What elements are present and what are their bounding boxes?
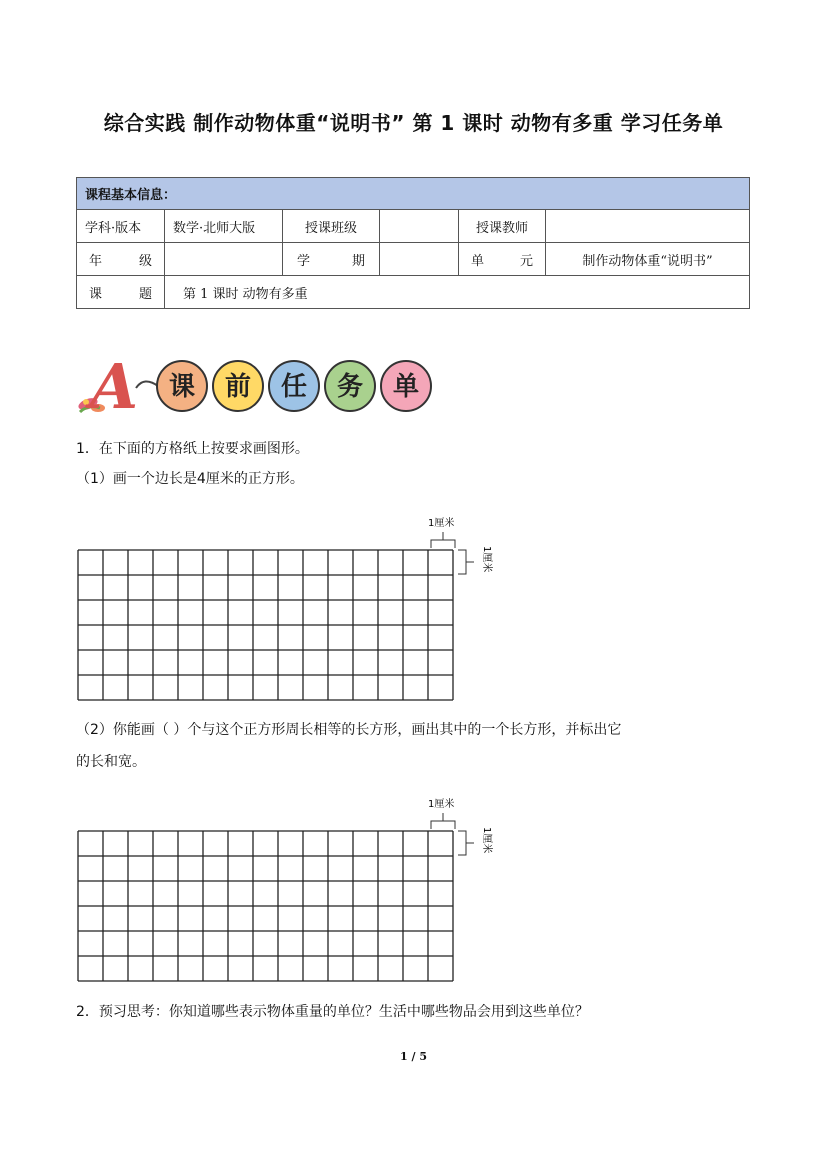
grade-label xyxy=(77,243,165,276)
grade-value[interactable] xyxy=(165,243,283,276)
subject-value: 数学·北师大版 xyxy=(165,210,283,243)
info-table-header: 课程基本信息： xyxy=(77,178,750,210)
term-value[interactable] xyxy=(380,243,459,276)
term-label-2: 期 xyxy=(351,253,365,269)
topic-label-1: 课 xyxy=(89,286,103,302)
term-label xyxy=(283,243,380,276)
unit-label-top: 1厘米 xyxy=(428,518,455,529)
banner-char: 务 xyxy=(336,372,364,402)
unit-label-side: 1厘米 xyxy=(481,546,492,573)
term-label-1: 学 xyxy=(297,253,311,269)
unit-label-side: 1厘米 xyxy=(481,827,492,854)
graph-paper-grid-1[interactable] xyxy=(76,508,506,703)
graph-paper-grid-2[interactable] xyxy=(76,790,506,985)
teacher-value[interactable] xyxy=(546,210,750,243)
grade-label-2: 级 xyxy=(138,253,152,269)
grade-label-1: 年 xyxy=(89,253,103,269)
banner-char: 单 xyxy=(392,372,420,402)
unit-label xyxy=(459,243,546,276)
banner-connector-line xyxy=(136,381,158,388)
pre-class-task-banner xyxy=(76,346,420,423)
question-1: 1．在下面的方格纸上按要求画图形。 xyxy=(76,441,309,457)
unit-value: 制作动物体重“说明书” xyxy=(546,243,750,276)
unit-marker-side xyxy=(458,827,494,855)
course-info-table xyxy=(76,177,750,309)
class-label: 授课班级 xyxy=(283,210,380,243)
unit-marker-top xyxy=(428,797,455,829)
question-2: 2．预习思考：你知道哪些表示物体重量的单位？生活中哪些物品会用到这些单位？ xyxy=(76,1004,589,1020)
unit-label-top: 1厘米 xyxy=(428,799,455,810)
topic-label xyxy=(77,276,165,309)
unit-label-2: 元 xyxy=(519,253,533,269)
topic-label-2: 题 xyxy=(138,286,152,302)
banner-char: 课 xyxy=(168,372,196,402)
page-number: 1 / 5 xyxy=(400,1050,427,1063)
subject-label: 学科·版本 xyxy=(77,210,165,243)
unit-marker-side xyxy=(458,546,494,574)
teacher-label: 授课教师 xyxy=(459,210,546,243)
unit-marker-top xyxy=(428,516,455,548)
banner-letter: A xyxy=(90,350,139,423)
class-value[interactable] xyxy=(380,210,459,243)
question-1-2-line1: （2）你能画（ ）个与这个正方形周长相等的长方形，画出其中的一个长方形，并标出它 xyxy=(76,722,622,738)
question-1-2-line2: 的长和宽。 xyxy=(76,754,146,770)
unit-label-1: 单 xyxy=(471,253,485,269)
banner-char: 任 xyxy=(280,372,308,402)
question-1-1: （1）画一个边长是4厘米的正方形。 xyxy=(76,471,304,487)
topic-value: 第 1 课时 动物有多重 xyxy=(165,276,750,309)
page-title: 综合实践 制作动物体重“说明书” 第 1 课时 动物有多重 学习任务单 xyxy=(103,111,724,135)
banner-char: 前 xyxy=(224,372,252,402)
